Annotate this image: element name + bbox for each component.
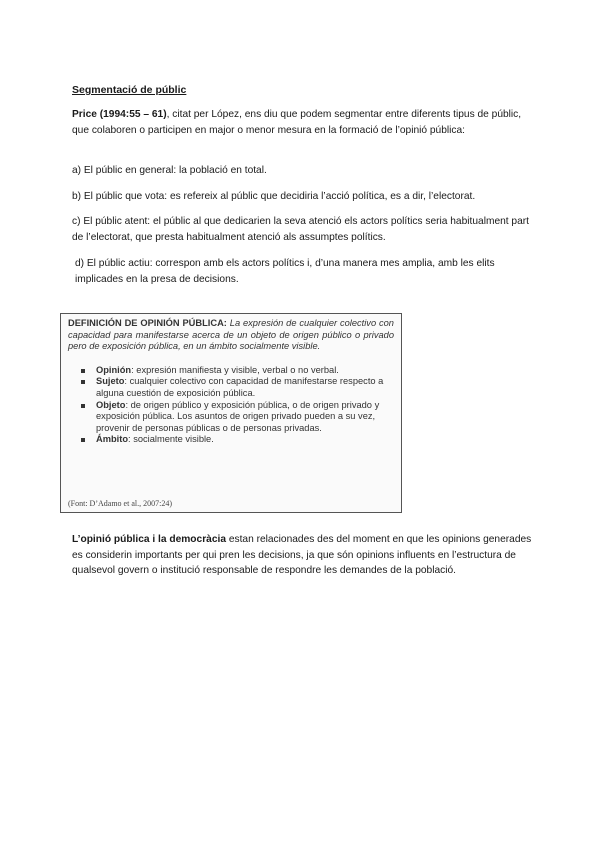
bullet-objeto xyxy=(96,400,394,435)
intro-text: , citat per López, ens diu que podem segmentar entre diferents tipus de públic, que colaboren o participen en major o menor mesura en la formació de l’opinió pública: xyxy=(72,109,522,136)
bullet-sujeto xyxy=(96,376,394,399)
bullet-text: : socialmente visible. xyxy=(128,434,214,445)
list-item-a: a) El públic en general: la població en total. xyxy=(72,165,267,176)
bullet-term: Sujeto xyxy=(96,376,125,387)
bullet-opinion xyxy=(96,365,394,377)
bullet-text: : expresión manifiesta y visible, verbal o no verbal. xyxy=(131,364,339,375)
definition-text: La expresión de cualquier colectivo con capacidad para manifestarse acerca de un objeto de origen público o privado pero de exposición pública, en un ámbito socialmente visible. xyxy=(68,318,394,352)
figure-source: (Font: D’Adamo et al., 2007:24) xyxy=(68,499,172,508)
bullet-text: : de origen público y exposición pública, o de origen privado y exposición pública. Los asuntos de origen privado pueden a su vez, provenir de personas públicas o de personas privadas. xyxy=(96,399,380,433)
intro-citation: Price (1994:55 – 61) xyxy=(72,109,167,120)
definition-term: DEFINICIÓN DE OPINIÓN PÚBLICA: xyxy=(68,318,227,328)
list-item-c: c) El públic atent: el públic al que dedicarien la seva atenció els actors polítics seria habitualment part de l’electorat, que presta habitualment atenció als assumptes polítics. xyxy=(72,216,529,243)
intro-paragraph xyxy=(72,107,532,138)
bullet-text: : cualquier colectivo con capacidad de manifestarse respecto a alguna cuestión de exposición pública. xyxy=(96,376,384,398)
bullet-term: Objeto xyxy=(96,399,126,410)
list-item-b: b) El públic que vota: es refereix al públic que decidiria l’acció política, es a dir, l’electorat. xyxy=(72,191,476,202)
conclusion-bold: L’opinió pública i la democràcia xyxy=(72,534,226,545)
bullet-term: Opinión xyxy=(96,364,132,375)
definition-figure xyxy=(60,313,402,513)
conclusion-paragraph xyxy=(72,532,532,579)
definition-header xyxy=(68,318,394,353)
conclusion-text: estan relacionades des del moment en que les opinions generades es considerin importants per qui pren les decisions, ja que són opinions influents en l’estructura de qualsevol govern o institució responsable de respondre les demandes de la població. xyxy=(72,534,532,576)
definition-bullet-list xyxy=(68,365,394,446)
bullet-ambito xyxy=(96,434,394,446)
list-item-d: d) El públic actiu: correspon amb els actors polítics i, d’una manera mes amplia, amb les elits implicades en la presa de decisions. xyxy=(75,258,495,285)
section-heading: Segmentació de públic xyxy=(72,84,187,96)
bullet-term: Ámbito xyxy=(96,434,129,445)
